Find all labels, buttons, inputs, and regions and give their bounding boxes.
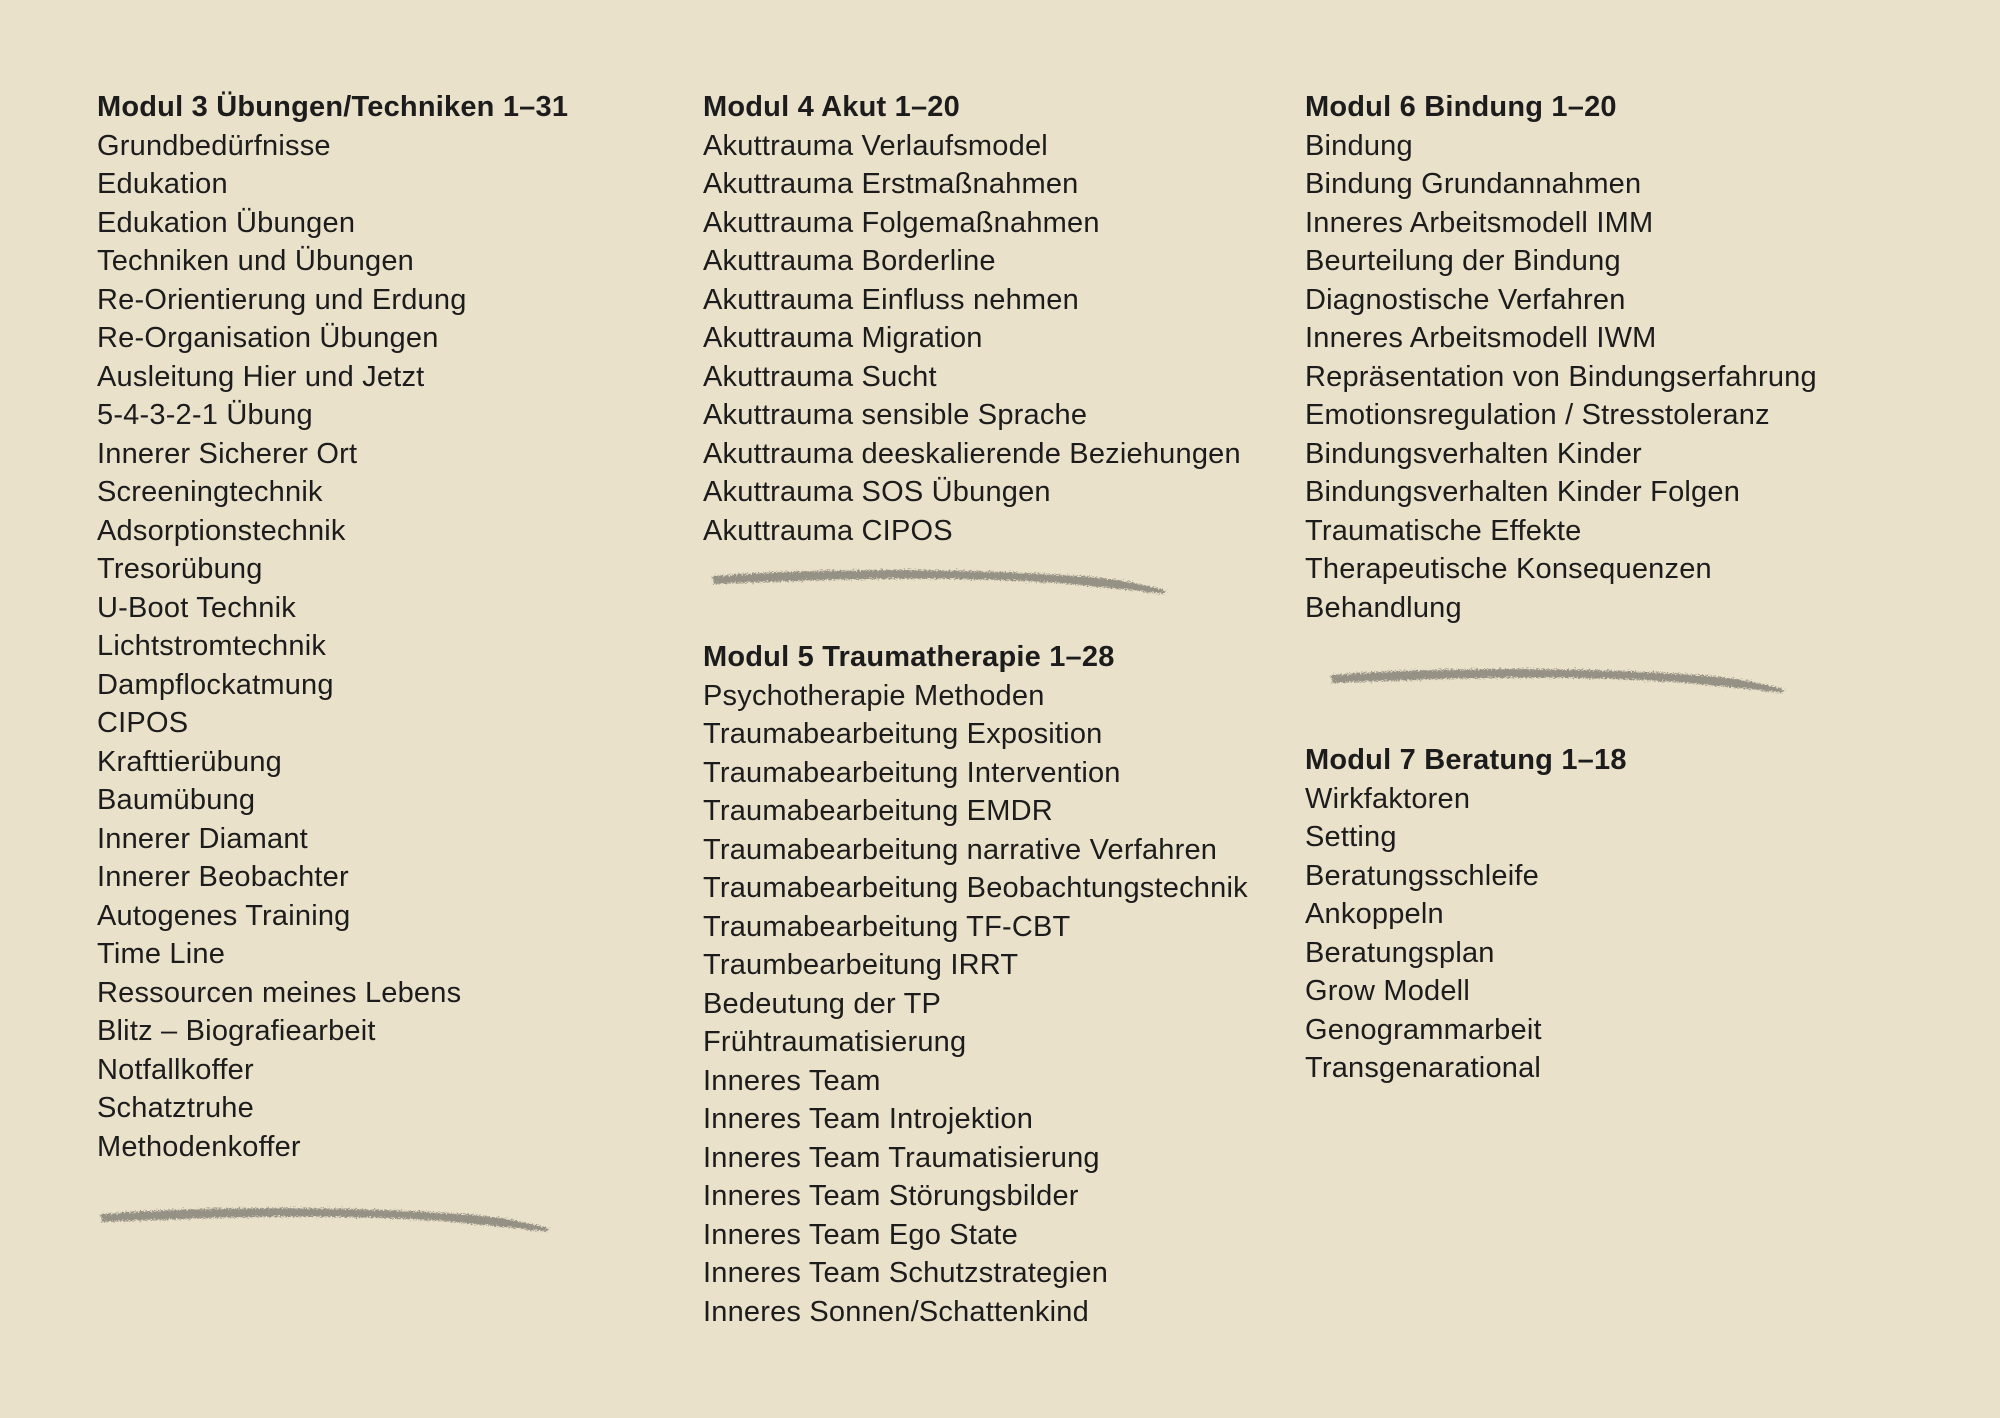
list-item: Psychotherapie Methoden — [703, 679, 1045, 712]
list-item: Beratungsplan — [1305, 936, 1495, 969]
list-item: Ausleitung Hier und Jetzt — [97, 360, 425, 393]
list-item: Traumabearbeitung EMDR — [703, 795, 1053, 827]
list-item: Blitz – Biografiearbeit — [97, 1015, 376, 1047]
list-item: Akuttrauma Einfluss nehmen — [703, 283, 1079, 316]
list-item: Transgenarational — [1305, 1052, 1542, 1084]
list-item: Traumabearbeitung Intervention — [703, 756, 1121, 789]
list-item: Akuttrauma deeskalierende Beziehungen — [703, 437, 1241, 470]
column-modul-3 — [97, 88, 687, 1280]
list-item: Time Line — [97, 938, 226, 970]
list-item: Akuttrauma Folgemaßnahmen — [703, 206, 1100, 239]
item-list-modul-5 — [703, 677, 1293, 1332]
list-item: Krafttierübung — [97, 745, 282, 778]
list-item: Innerer Diamant — [97, 822, 308, 855]
list-item: Inneres Team Schutzstrategien — [703, 1257, 1109, 1289]
list-item: Traumabearbeitung narrative Verfahren — [703, 833, 1218, 866]
list-item: Therapeutische Konsequenzen — [1305, 553, 1712, 585]
list-item: Edukation Übungen — [97, 206, 356, 239]
list-item: Re-Orientierung und Erdung — [97, 283, 467, 316]
list-item: Akuttrauma Borderline — [703, 245, 996, 277]
list-item: Autogenes Training — [97, 899, 351, 932]
list-item: Notfallkoffer — [97, 1053, 254, 1086]
list-item: Bindungsverhalten Kinder — [1305, 437, 1642, 470]
list-item: Ankoppeln — [1305, 898, 1444, 930]
list-item: Inneres Team Traumatisierung — [703, 1141, 1100, 1174]
column-modul-6-7 — [1305, 88, 1895, 1088]
list-item: Grow Modell — [1305, 975, 1470, 1007]
list-item: Akuttrauma Migration — [703, 322, 983, 354]
list-item: Baumübung — [97, 784, 256, 816]
list-item: Genogrammarbeit — [1305, 1013, 1542, 1046]
list-item: Bindung — [1305, 129, 1413, 162]
section-modul-4 — [703, 88, 1293, 550]
divider-swoosh — [97, 1201, 552, 1237]
list-item: Akuttrauma sensible Sprache — [703, 399, 1088, 431]
list-item: Inneres Team Störungsbilder — [703, 1180, 1079, 1212]
list-item: Innerer Beobachter — [97, 861, 349, 893]
item-list-modul-3 — [97, 127, 687, 1167]
item-list-modul-7 — [1305, 780, 1895, 1088]
list-item: Diagnostische Verfahren — [1305, 283, 1626, 316]
list-item: Inneres Team Introjektion — [703, 1103, 1034, 1135]
section-heading-modul-3: Modul 3 Übungen/Techniken 1–31 — [97, 91, 569, 123]
list-item: Traumbearbeitung IRRT — [703, 949, 1019, 981]
list-item: Bindungsverhalten Kinder Folgen — [1305, 476, 1741, 508]
list-item: Inneres Sonnen/Schattenkind — [703, 1295, 1089, 1328]
list-item: Emotionsregulation / Stresstoleranz — [1305, 399, 1770, 431]
list-item: Dampflockatmung — [97, 668, 334, 701]
list-item: CIPOS — [97, 707, 189, 739]
list-item: Frühtraumatisierung — [703, 1026, 967, 1058]
list-item: Inneres Arbeitsmodell IMM — [1305, 206, 1654, 239]
list-item: Beurteilung der Bindung — [1305, 245, 1621, 277]
list-item: Akuttrauma CIPOS — [703, 514, 953, 547]
list-item: Lichtstromtechnik — [97, 630, 327, 662]
list-item: Beratungsschleife — [1305, 859, 1539, 892]
list-item: Bindung Grundannahmen — [1305, 168, 1642, 200]
section-heading-modul-5: Modul 5 Traumatherapie 1–28 — [703, 641, 1115, 673]
list-item: Screeningtechnik — [97, 476, 323, 508]
list-item: Innerer Sicherer Ort — [97, 437, 358, 470]
list-item: Repräsentation von Bindungserfahrung — [1305, 360, 1817, 393]
list-item: Edukation — [97, 168, 228, 200]
list-item: Grundbedürfnisse — [97, 129, 331, 162]
list-item: Setting — [1305, 821, 1397, 853]
list-item: Behandlung — [1305, 591, 1462, 624]
list-item: Methodenkoffer — [97, 1130, 301, 1163]
list-item: 5-4-3-2-1 Übung — [97, 399, 313, 431]
section-heading-modul-7: Modul 7 Beratung 1–18 — [1305, 744, 1627, 776]
list-item: Inneres Arbeitsmodell IWM — [1305, 322, 1657, 354]
item-list-modul-6 — [1305, 127, 1895, 628]
list-item: Akuttrauma Erstmaßnahmen — [703, 168, 1079, 200]
section-modul-5 — [703, 638, 1293, 1331]
divider-swoosh — [1305, 662, 1810, 698]
list-item: Inneres Team — [703, 1064, 881, 1097]
list-item: Akuttrauma Sucht — [703, 360, 937, 393]
item-list-modul-4 — [703, 127, 1293, 551]
section-modul-7 — [1305, 741, 1895, 1088]
list-item: Akuttrauma Verlaufsmodel — [703, 129, 1048, 162]
list-item: Traumatische Effekte — [1305, 514, 1582, 547]
column-modul-4-5 — [703, 88, 1293, 1331]
list-item: Traumabearbeitung Beobachtungstechnik — [703, 872, 1248, 904]
section-heading-modul-6: Modul 6 Bindung 1–20 — [1305, 91, 1617, 123]
list-item: Akuttrauma SOS Übungen — [703, 476, 1051, 508]
section-modul-6 — [1305, 88, 1895, 627]
section-modul-3 — [97, 88, 687, 1166]
list-item: Techniken und Übungen — [97, 245, 414, 277]
list-item: Ressourcen meines Lebens — [97, 976, 462, 1009]
list-item: Adsorptionstechnik — [97, 514, 346, 547]
list-item: Schatztruhe — [97, 1092, 254, 1124]
divider-swoosh — [703, 563, 1175, 599]
list-item: Wirkfaktoren — [1305, 782, 1471, 815]
list-item: Re-Organisation Übungen — [97, 322, 439, 354]
list-item: Traumabearbeitung Exposition — [703, 718, 1103, 750]
list-item: U-Boot Technik — [97, 591, 296, 624]
list-item: Tresorübung — [97, 553, 263, 585]
section-heading-modul-4: Modul 4 Akut 1–20 — [703, 91, 960, 123]
list-item: Traumabearbeitung TF-CBT — [703, 910, 1071, 943]
list-item: Bedeutung der TP — [703, 987, 942, 1020]
list-item: Inneres Team Ego State — [703, 1218, 1019, 1251]
